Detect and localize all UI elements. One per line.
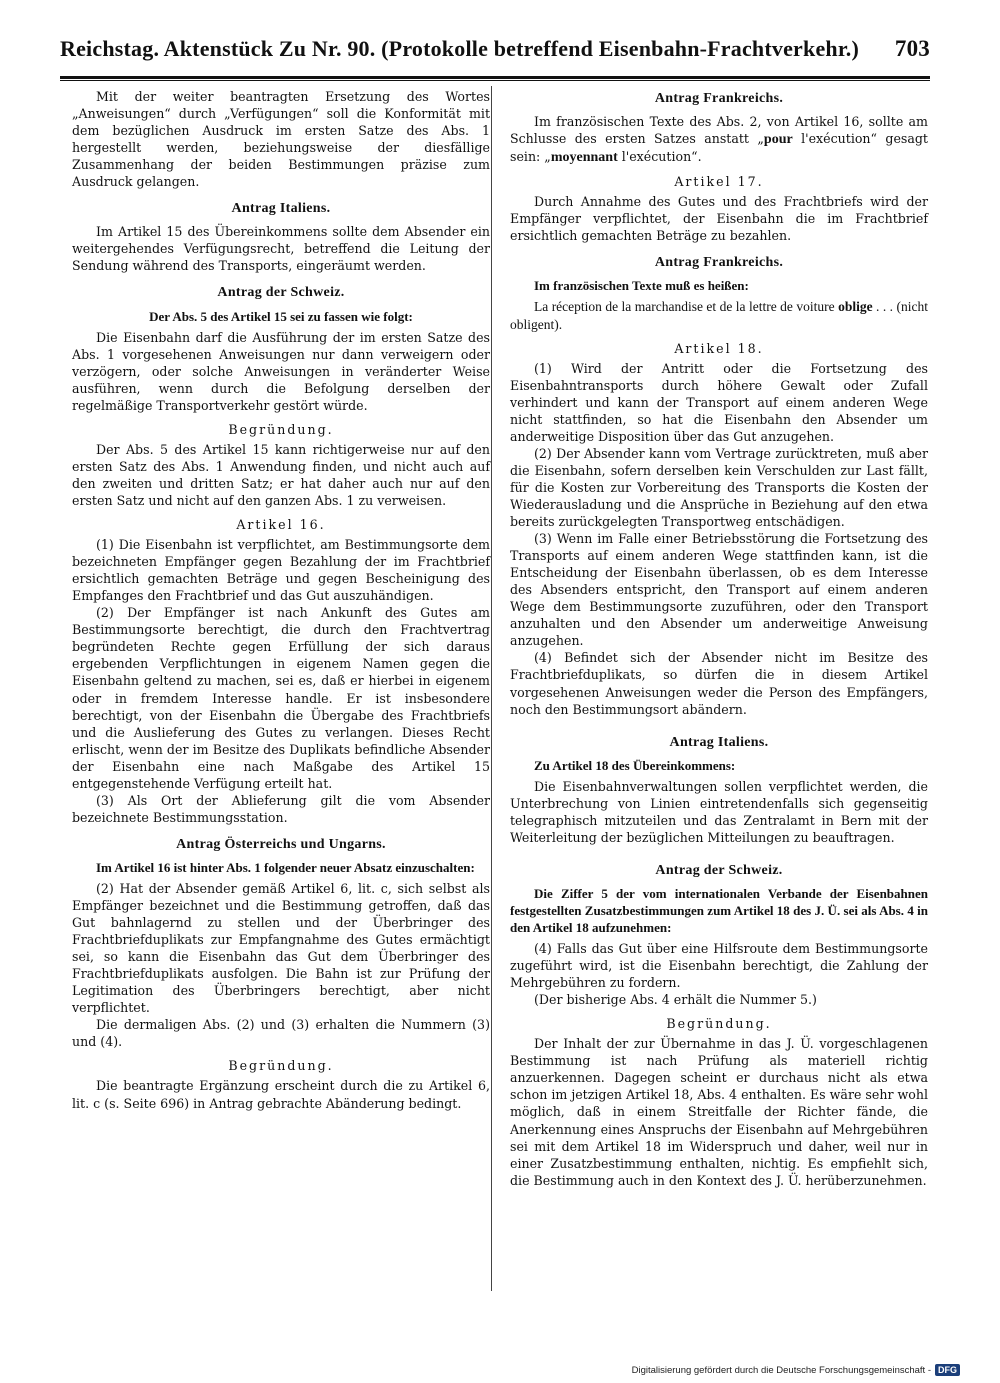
begruendung-heading: Begründung. [228, 421, 334, 437]
article-heading: Artikel 17. [674, 174, 764, 190]
subheading: Der Abs. 5 des Artikel 15 sei zu fassen wie folgt: [149, 308, 413, 324]
section-heading: Antrag der Schweiz. [655, 862, 783, 878]
paragraph: Die beantragte Ergänzung erscheint durch die zu Artikel 6, lit. c (s. Seite 696) in Antrag gebrachte Abänderung bedingt. [72, 1078, 490, 1111]
section-heading: Antrag Italiens. [231, 201, 331, 217]
paragraph: (3) Wenn im Falle einer Betriebsstörung die Fortsetzung des Transports auf einem anderen Wege stattfinden kann, ist die Entscheidung der Eisenbahn überlassen, ob es dem Interesse des Absenders entspricht, den Transport auf einem anderen Wege dem Bestimmungsorte zuzuführen, oder den Transport anzuhalten und den Absender um anderweitige Anweisung anzugehen. [510, 531, 928, 649]
article-heading: Artikel 16. [236, 517, 326, 533]
subheading: Im französischen Texte muß es heißen: [534, 278, 749, 294]
paragraph: La réception de la marchandise et de la lettre de voiture oblige . . . (nicht obligent). [510, 299, 928, 332]
subheading: Zu Artikel 18 des Übereinkommens: [534, 757, 736, 773]
paragraph: Mit der weiter beantragten Ersetzung des Wortes „Anweisungen“ durch „Verfügungen“ soll die Konformität mit dem bezüglichen Ausdruck im ersten Satze des Abs. 1 hergestellt werden, beziehungsweise der diesfällige Zusammenhang der beiden Bestimmungen präzise zum Ausdruck gelangen. [72, 89, 490, 190]
header-rule-thin [60, 80, 930, 81]
paragraph: Im französischen Texte des Abs. 2, von Artikel 16, sollte am Schlusse des ersten Satzes anstatt „pour l'exécution“ gesagt sein: „moyennant l'exécution“. [510, 114, 928, 166]
right-column [510, 88, 928, 1189]
paragraph: Die dermaligen Abs. (2) und (3) erhalten die Nummern (3) und (4). [72, 1017, 490, 1050]
running-title: Reichstag. Aktenstück Zu Nr. 90. (Protokolle betreffend Eisenbahn-Frachtverkehr.) [60, 36, 860, 61]
section-heading: Antrag Österreichs und Ungarns. [176, 836, 386, 852]
paragraph: (2) Der Absender kann vom Vertrage zurücktreten, muß aber die Eisenbahn, sofern derselben kein Verschulden zur Last fällt, für die Kosten zur Vorbereitung des Transports die Kosten der Wiederausladung und die Ansprüche in Beziehung auf den etwa bereits zurückgelegten Transportweg entschädigen. [510, 445, 928, 530]
page-header [60, 36, 930, 62]
paragraph: (4) Befindet sich der Absender nicht im Besitze des Frachtbriefduplikats, so dürfen die in diesem Artikel vorgesehenen Anweisungen weder die Person des Empfängers, noch den Bestimmungsort abändern. [510, 650, 928, 717]
dfg-logo-icon: DFG [935, 1364, 960, 1376]
paragraph: (2) Hat der Absender gemäß Artikel 6, lit. c, sich selbst als Empfänger bezeichnet und die Bestimmung getroffen, daß das Gut bahnlagernd zu stellen und der Überbringer des Frachtbriefduplikats zur Empfangnahme des Gutes ermächtigt sei, so kann die Eisenbahn das Gut dem Überbringer des Frachtbriefduplikats ausfolgen. Die Bahn ist zur Prüfung der Legitimation des Überbringers berechtigt, aber nicht verpflichtet. [72, 880, 490, 1016]
column-divider [491, 86, 492, 1291]
paragraph: (1) Die Eisenbahn ist verpflichtet, am Bestimmungsorte dem bezeichneten Empfänger gegen Bezahlung der im Frachtbrief ersichtlich gemachten Beträge und gegen Bescheinigung des Empfanges den Frachtbrief und das Gut auszuhändigen. [72, 537, 490, 604]
paragraph: Der Abs. 5 des Artikel 15 kann richtigerweise nur auf den ersten Satz des Abs. 1 Anwendung finden, und nicht auch auf den zweiten und dritten Satz; er hat daher auch nur auf den ersten Satz und nicht auf den ganzen Abs. 1 zu verweisen. [72, 441, 490, 508]
paragraph: (4) Falls das Gut über eine Hilfsroute dem Bestimmungsorte zugeführt wird, ist die Eisenbahn berechtigt, die Zahlung der Mehrgebühren zu fordern. [510, 941, 928, 991]
header-rule [60, 76, 930, 79]
paragraph: (Der bisherige Abs. 4 erhält die Nummer 5.) [534, 992, 817, 1008]
paragraph: (1) Wird der Antritt oder die Fortsetzung des Eisenbahntransports durch höhere Gewalt oder Zufall verhindert und kann der Transport auf einem anderen Wege nicht stattfinden, so hat die Eisenbahn den Absender um anderweitige Disposition über das Gut anzugehen. [510, 360, 928, 444]
paragraph: Durch Annahme des Gutes und des Frachtbriefs wird der Empfänger verpflichtet, der Eisenbahn die im Frachtbrief ersichtlich gemachten Beträge zu bezahlen. [510, 194, 928, 244]
paragraph: Die Eisenbahnverwaltungen sollen verpflichtet werden, die Unterbrechung von Linien eintretendenfalls sich gegenseitig telegraphisch mitzuteilen und das Zentralamt in Bern mit der Weiterleitung der bezüglichen Mitteilungen zu beauftragen. [510, 778, 928, 845]
article-heading: Artikel 18. [674, 340, 764, 356]
subheading: Die Ziffer 5 der vom internationalen Verbande der Eisenbahnen festgestellten Zusatzbestimmungen zum Artikel 18 des J. Ü. sei als Abs. 4 in den Artikel 18 aufzunehmen: [510, 885, 928, 936]
section-heading: Antrag der Schweiz. [217, 285, 345, 301]
section-heading: Antrag Frankreichs. [654, 255, 784, 271]
footer [632, 1364, 960, 1376]
paragraph: Im Artikel 15 des Übereinkommens sollte dem Absender ein weitergehendes Verfügungsrecht, betreffend die Leitung der Sendung während des Transports, eingeräumt werden. [72, 224, 490, 274]
paragraph: (3) Als Ort der Ablieferung gilt die vom Absender bezeichnete Bestimmungsstation. [72, 792, 490, 825]
subheading: Im Artikel 16 ist hinter Abs. 1 folgender neuer Absatz einzuschalten: [96, 859, 475, 875]
paragraph: Der Inhalt der zur Übernahme in das J. Ü. vorgeschlagenen Bestimmung ist nach Prüfung als materiell richtig anzuerkennen. Dagegen scheint er durchaus nicht als etwa schon im jetzigen Artikel 18, Abs. 4 enthalten. Es wäre sehr wohl möglich, daß in einem Streitfalle der Richter fände, die Anerkennung eines Anspruchs der Eisenbahn auf Mehrgebühren sei mit dem Artikel 18 im Widerspruch und daher, weil nur in einer Zusatzbestimmung enthalten, nichtig. Es empfiehlt sich, die Bestimmung auch in den Kontext des J. Ü. herüberzunehmen. [510, 1036, 928, 1188]
footer-credit: Digitalisierung gefördert durch die Deutsche Forschungsgemeinschaft - [631, 1364, 931, 1376]
left-column [72, 88, 490, 1112]
begruendung-heading: Begründung. [228, 1058, 334, 1074]
page-number: 703 [894, 36, 930, 61]
paragraph: (2) Der Empfänger ist nach Ankunft des Gutes am Bestimmungsorte berechtigt, die durch den Frachtvertrag begründeten Rechte gegen Erfüllung der sich daraus ergebenden Verpflichtungen in eigenem Namen gegen die Eisenbahn geltend zu machen, sei es, daß er hierbei in eigenem oder in fremdem Interesse handle. Er ist insbesondere berechtigt, von der Eisenbahn die Übergabe des Frachtbriefs und die Auslieferung des Gutes zu verlangen. Dieses Recht erlischt, wenn der im Besitze des Duplikats befindliche Absender der Eisenbahn eine nach Maßgabe des Artikel 15 entgegenstehende Verfügung erteilt hat. [72, 605, 490, 791]
begruendung-heading: Begründung. [666, 1016, 772, 1032]
section-heading: Antrag Frankreichs. [654, 91, 784, 106]
section-heading: Antrag Italiens. [669, 734, 769, 750]
paragraph: Die Eisenbahn darf die Ausführung der im ersten Satze des Abs. 1 vorgesehenen Anweisungen nur dann verweigern oder verzögern, oder solche Anweisungen in veränderter Weise ausführen, wenn durch die Befolgung derselben der regelmäßige Transportverkehr gestört würde. [72, 329, 490, 413]
